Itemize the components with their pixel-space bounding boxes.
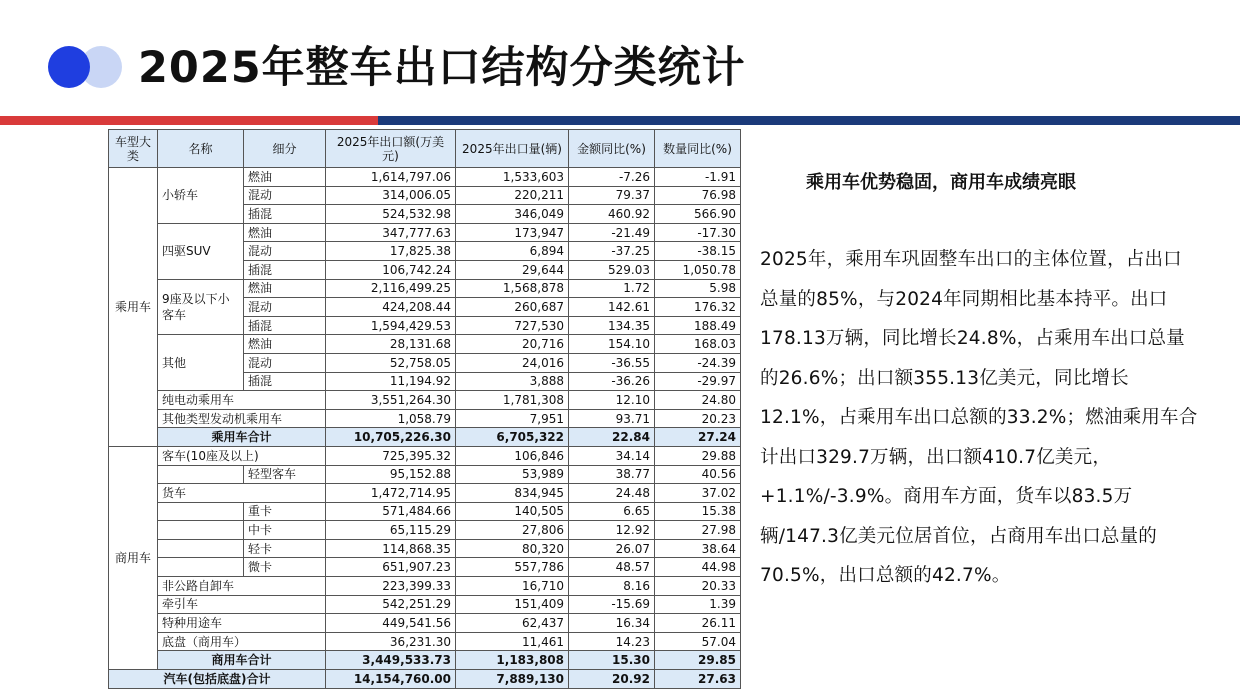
volume-cell: 1,568,878 bbox=[456, 279, 569, 298]
amount-yoy-cell: 20.92 bbox=[569, 670, 655, 689]
volume-cell: 346,049 bbox=[456, 205, 569, 224]
volume-cell: 6,705,322 bbox=[456, 428, 569, 447]
logo-icon bbox=[44, 44, 124, 90]
amount-cell: 651,907.23 bbox=[326, 558, 456, 577]
amount-yoy-cell: 12.10 bbox=[569, 391, 655, 410]
header-volume-yoy: 数量同比(%) bbox=[655, 130, 741, 168]
volume-cell: 260,687 bbox=[456, 298, 569, 317]
amount-cell: 1,058.79 bbox=[326, 409, 456, 428]
table-row bbox=[109, 168, 741, 187]
amount-cell: 424,208.44 bbox=[326, 298, 456, 317]
amount-cell: 65,115.29 bbox=[326, 521, 456, 540]
name-cell: 底盘（商用车） bbox=[158, 632, 326, 651]
volume-yoy-cell: 5.98 bbox=[655, 279, 741, 298]
amount-cell: 17,825.38 bbox=[326, 242, 456, 261]
name-cell: 乘用车合计 bbox=[158, 428, 326, 447]
sub-cell: 混动 bbox=[244, 353, 326, 372]
amount-yoy-cell: 460.92 bbox=[569, 205, 655, 224]
header-sub: 细分 bbox=[244, 130, 326, 168]
export-table bbox=[108, 129, 741, 689]
volume-yoy-cell: 76.98 bbox=[655, 186, 741, 205]
table-row-grand-total bbox=[109, 670, 741, 689]
amount-cell: 3,551,264.30 bbox=[326, 391, 456, 410]
sub-cell: 插混 bbox=[244, 316, 326, 335]
amount-yoy-cell: 134.35 bbox=[569, 316, 655, 335]
amount-cell: 542,251.29 bbox=[326, 595, 456, 614]
header-volume: 2025年出口量(辆) bbox=[456, 130, 569, 168]
volume-cell: 24,016 bbox=[456, 353, 569, 372]
volume-cell: 151,409 bbox=[456, 595, 569, 614]
table-row bbox=[109, 335, 741, 354]
side-heading: 乘用车优势稳固，商用车成绩亮眼 bbox=[806, 172, 1076, 193]
amount-yoy-cell: -36.26 bbox=[569, 372, 655, 391]
amount-cell: 3,449,533.73 bbox=[326, 651, 456, 670]
volume-cell: 834,945 bbox=[456, 484, 569, 503]
amount-cell: 1,614,797.06 bbox=[326, 168, 456, 187]
amount-yoy-cell: 38.77 bbox=[569, 465, 655, 484]
amount-yoy-cell: -21.49 bbox=[569, 223, 655, 242]
amount-cell: 524,532.98 bbox=[326, 205, 456, 224]
sub-cell: 燃油 bbox=[244, 335, 326, 354]
header-amount-yoy: 金额同比(%) bbox=[569, 130, 655, 168]
volume-cell: 1,781,308 bbox=[456, 391, 569, 410]
volume-yoy-cell: 24.80 bbox=[655, 391, 741, 410]
table-row bbox=[109, 223, 741, 242]
amount-yoy-cell: 6.65 bbox=[569, 502, 655, 521]
amount-yoy-cell: 16.34 bbox=[569, 614, 655, 633]
table-row bbox=[109, 409, 741, 428]
page-title: 2025年整车出口结构分类统计 bbox=[138, 43, 746, 93]
header-type: 车型大类 bbox=[109, 130, 158, 168]
volume-cell: 29,644 bbox=[456, 260, 569, 279]
volume-cell: 7,951 bbox=[456, 409, 569, 428]
amount-cell: 2,116,499.25 bbox=[326, 279, 456, 298]
blank-cell bbox=[158, 465, 244, 484]
volume-cell: 27,806 bbox=[456, 521, 569, 540]
volume-yoy-cell: 40.56 bbox=[655, 465, 741, 484]
sub-cell: 轻型客车 bbox=[244, 465, 326, 484]
name-cell: 商用车合计 bbox=[158, 651, 326, 670]
blank-cell bbox=[158, 558, 244, 577]
volume-cell: 106,846 bbox=[456, 446, 569, 465]
volume-cell: 53,989 bbox=[456, 465, 569, 484]
amount-yoy-cell: 14.23 bbox=[569, 632, 655, 651]
side-paragraph: 2025年，乘用车巩固整车出口的主体位置，占出口总量的85%，与2024年同期相比基本持平。出口178.13万辆，同比增长24.8%，占乘用车出口总量的26.6%；出口额355.13亿美元，同比增长12.1%，占乘用车出口总额的33.2%；燃油乘用车合计出口329.7万辆，出口额410.7亿美元，+1.1%/-3.9%。商用车方面，货车以83.5万辆/147.3亿美元位居首位，占商用车出口总量的70.5%，出口总额的42.7%。 bbox=[760, 249, 1198, 586]
divider-red bbox=[0, 116, 378, 125]
volume-cell: 140,505 bbox=[456, 502, 569, 521]
sub-cell: 插混 bbox=[244, 260, 326, 279]
volume-cell: 20,716 bbox=[456, 335, 569, 354]
name-cell: 其他类型发动机乘用车 bbox=[158, 409, 326, 428]
name-cell: 纯电动乘用车 bbox=[158, 391, 326, 410]
volume-yoy-cell: -24.39 bbox=[655, 353, 741, 372]
header-name: 名称 bbox=[158, 130, 244, 168]
table-row bbox=[109, 614, 741, 633]
amount-yoy-cell: 34.14 bbox=[569, 446, 655, 465]
amount-cell: 1,594,429.53 bbox=[326, 316, 456, 335]
volume-cell: 220,211 bbox=[456, 186, 569, 205]
amount-cell: 14,154,760.00 bbox=[326, 670, 456, 689]
amount-yoy-cell: 22.84 bbox=[569, 428, 655, 447]
volume-yoy-cell: 1.39 bbox=[655, 595, 741, 614]
table-row bbox=[109, 558, 741, 577]
amount-cell: 571,484.66 bbox=[326, 502, 456, 521]
volume-cell: 557,786 bbox=[456, 558, 569, 577]
volume-yoy-cell: -1.91 bbox=[655, 168, 741, 187]
volume-cell: 1,183,808 bbox=[456, 651, 569, 670]
volume-cell: 6,894 bbox=[456, 242, 569, 261]
table-row bbox=[109, 577, 741, 596]
volume-yoy-cell: 44.98 bbox=[655, 558, 741, 577]
sub-cell: 轻卡 bbox=[244, 539, 326, 558]
amount-yoy-cell: 529.03 bbox=[569, 260, 655, 279]
table-row bbox=[109, 595, 741, 614]
volume-cell: 7,889,130 bbox=[456, 670, 569, 689]
table-row bbox=[109, 391, 741, 410]
volume-yoy-cell: 29.88 bbox=[655, 446, 741, 465]
name-cell: 非公路自卸车 bbox=[158, 577, 326, 596]
amount-yoy-cell: -37.25 bbox=[569, 242, 655, 261]
volume-cell: 80,320 bbox=[456, 539, 569, 558]
volume-yoy-cell: 566.90 bbox=[655, 205, 741, 224]
volume-yoy-cell: 27.24 bbox=[655, 428, 741, 447]
table-row bbox=[109, 521, 741, 540]
amount-cell: 28,131.68 bbox=[326, 335, 456, 354]
amount-yoy-cell: 8.16 bbox=[569, 577, 655, 596]
group-cell: 小轿车 bbox=[158, 168, 244, 224]
blank-cell bbox=[158, 502, 244, 521]
volume-yoy-cell: 168.03 bbox=[655, 335, 741, 354]
volume-yoy-cell: 29.85 bbox=[655, 651, 741, 670]
amount-cell: 52,758.05 bbox=[326, 353, 456, 372]
amount-cell: 114,868.35 bbox=[326, 539, 456, 558]
sub-cell: 混动 bbox=[244, 186, 326, 205]
table-row-total bbox=[109, 651, 741, 670]
amount-yoy-cell: 142.61 bbox=[569, 298, 655, 317]
sub-cell: 微卡 bbox=[244, 558, 326, 577]
volume-yoy-cell: 27.98 bbox=[655, 521, 741, 540]
amount-cell: 36,231.30 bbox=[326, 632, 456, 651]
volume-yoy-cell: 57.04 bbox=[655, 632, 741, 651]
table-row bbox=[109, 632, 741, 651]
name-cell: 客车(10座及以上) bbox=[158, 446, 326, 465]
sub-cell: 中卡 bbox=[244, 521, 326, 540]
sub-cell: 插混 bbox=[244, 205, 326, 224]
volume-yoy-cell: 176.32 bbox=[655, 298, 741, 317]
amount-yoy-cell: 79.37 bbox=[569, 186, 655, 205]
group-cell: 9座及以下小客车 bbox=[158, 279, 244, 335]
amount-yoy-cell: 24.48 bbox=[569, 484, 655, 503]
group-cell: 其他 bbox=[158, 335, 244, 391]
name-cell: 特种用途车 bbox=[158, 614, 326, 633]
volume-yoy-cell: 37.02 bbox=[655, 484, 741, 503]
volume-yoy-cell: -29.97 bbox=[655, 372, 741, 391]
volume-yoy-cell: 20.33 bbox=[655, 577, 741, 596]
volume-yoy-cell: 20.23 bbox=[655, 409, 741, 428]
amount-yoy-cell: -36.55 bbox=[569, 353, 655, 372]
sub-cell: 重卡 bbox=[244, 502, 326, 521]
table-header-row bbox=[109, 130, 741, 168]
sub-cell: 混动 bbox=[244, 242, 326, 261]
group-cell: 四驱SUV bbox=[158, 223, 244, 279]
sub-cell: 燃油 bbox=[244, 168, 326, 187]
name-cell: 汽车(包括底盘)合计 bbox=[109, 670, 326, 689]
amount-cell: 11,194.92 bbox=[326, 372, 456, 391]
header-amount: 2025年出口额(万美元) bbox=[326, 130, 456, 168]
amount-yoy-cell: -15.69 bbox=[569, 595, 655, 614]
sub-cell: 混动 bbox=[244, 298, 326, 317]
amount-cell: 95,152.88 bbox=[326, 465, 456, 484]
blank-cell bbox=[158, 521, 244, 540]
amount-yoy-cell: 12.92 bbox=[569, 521, 655, 540]
volume-cell: 16,710 bbox=[456, 577, 569, 596]
volume-yoy-cell: 26.11 bbox=[655, 614, 741, 633]
name-cell: 货车 bbox=[158, 484, 326, 503]
amount-yoy-cell: 15.30 bbox=[569, 651, 655, 670]
amount-cell: 314,006.05 bbox=[326, 186, 456, 205]
volume-yoy-cell: -38.15 bbox=[655, 242, 741, 261]
volume-yoy-cell: 38.64 bbox=[655, 539, 741, 558]
category-cell: 乘用车 bbox=[109, 168, 158, 447]
volume-cell: 727,530 bbox=[456, 316, 569, 335]
volume-cell: 1,533,603 bbox=[456, 168, 569, 187]
table-row-total bbox=[109, 428, 741, 447]
table-row bbox=[109, 539, 741, 558]
sub-cell: 燃油 bbox=[244, 279, 326, 298]
volume-cell: 62,437 bbox=[456, 614, 569, 633]
volume-yoy-cell: 1,050.78 bbox=[655, 260, 741, 279]
amount-cell: 449,541.56 bbox=[326, 614, 456, 633]
amount-yoy-cell: 154.10 bbox=[569, 335, 655, 354]
amount-yoy-cell: 1.72 bbox=[569, 279, 655, 298]
amount-cell: 725,395.32 bbox=[326, 446, 456, 465]
blank-cell bbox=[158, 539, 244, 558]
volume-yoy-cell: 15.38 bbox=[655, 502, 741, 521]
table-row bbox=[109, 465, 741, 484]
sub-cell: 燃油 bbox=[244, 223, 326, 242]
amount-cell: 223,399.33 bbox=[326, 577, 456, 596]
amount-cell: 106,742.24 bbox=[326, 260, 456, 279]
category-cell: 商用车 bbox=[109, 446, 158, 669]
amount-yoy-cell: 26.07 bbox=[569, 539, 655, 558]
volume-yoy-cell: -17.30 bbox=[655, 223, 741, 242]
volume-cell: 3,888 bbox=[456, 372, 569, 391]
divider-blue bbox=[378, 116, 1240, 125]
sub-cell: 插混 bbox=[244, 372, 326, 391]
volume-yoy-cell: 188.49 bbox=[655, 316, 741, 335]
amount-yoy-cell: 93.71 bbox=[569, 409, 655, 428]
volume-cell: 11,461 bbox=[456, 632, 569, 651]
table-row bbox=[109, 484, 741, 503]
amount-yoy-cell: -7.26 bbox=[569, 168, 655, 187]
table-row bbox=[109, 446, 741, 465]
volume-cell: 173,947 bbox=[456, 223, 569, 242]
name-cell: 牵引车 bbox=[158, 595, 326, 614]
volume-yoy-cell: 27.63 bbox=[655, 670, 741, 689]
amount-yoy-cell: 48.57 bbox=[569, 558, 655, 577]
amount-cell: 1,472,714.95 bbox=[326, 484, 456, 503]
amount-cell: 347,777.63 bbox=[326, 223, 456, 242]
table-row bbox=[109, 502, 741, 521]
table-row bbox=[109, 279, 741, 298]
amount-cell: 10,705,226.30 bbox=[326, 428, 456, 447]
